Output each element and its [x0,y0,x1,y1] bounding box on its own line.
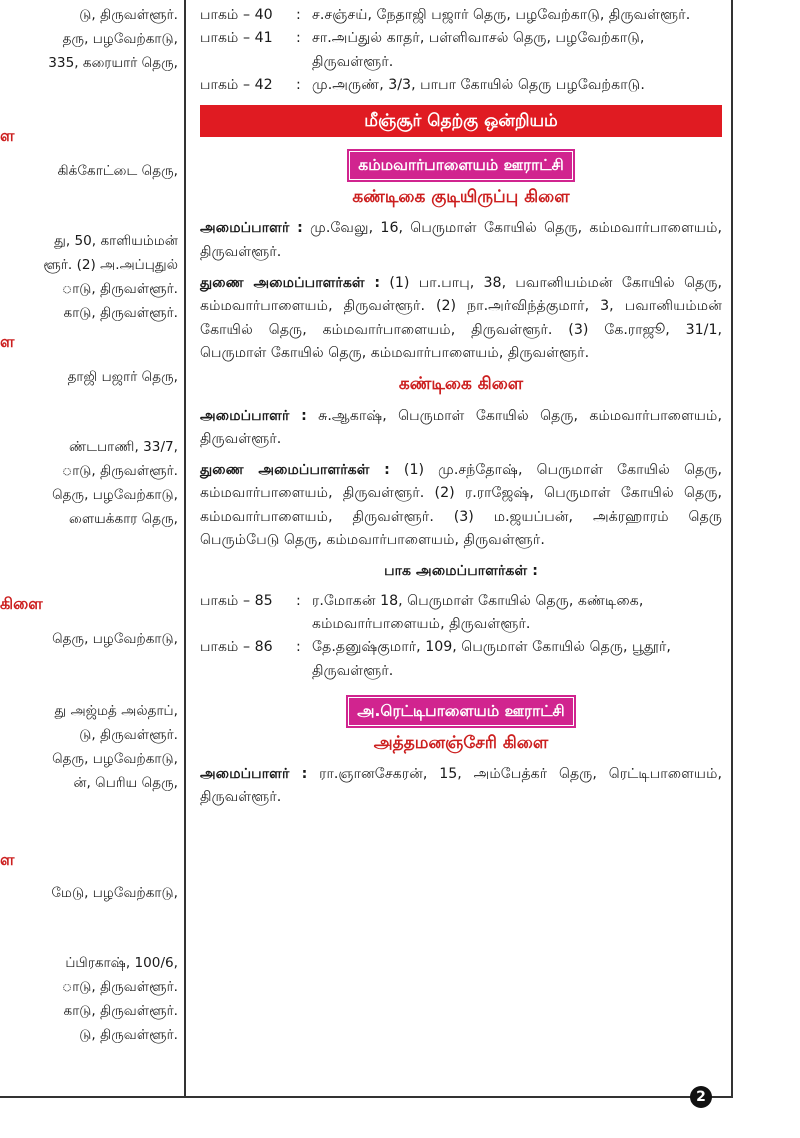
left-fragment-line: டு, திருவள்ளூர். [79,727,178,743]
left-fragment-line: ப்பிரகாஷ், 100/6, [65,955,178,971]
deputy-label: துணை அமைப்பாளர்கள் : [200,275,381,292]
left-fragment-line: ாடு, திருவள்ளூர். [61,281,178,297]
left-fragment-heading: ள [0,332,15,351]
bagam-label: பாகம் – 85 [200,592,273,609]
left-fragment-line: காடு, திருவள்ளூர். [63,305,178,321]
organizer-text: சு.ஆகாஷ், பெருமாள் கோயில் தெரு, கம்மவார்பாளையம், திருவள்ளூர். [200,407,722,447]
left-fragment-line: டு, திருவள்ளூர். [79,1027,178,1043]
deputy-paragraph [200,272,722,365]
left-fragment-heading: ள [0,126,15,145]
bagam-text: ச.சஞ்சய், நேதாஜி பஜார் தெரு, பழவேற்காடு, திருவள்ளூர். [312,7,691,23]
left-fragment-line: தெரு, பழவேற்காடு, [52,751,178,767]
left-fragment-line: கிக்கோட்டை தெரு, [57,163,178,179]
branch-title: அத்தமனஞ்சேரி கிளை [373,732,549,753]
bottom-border [0,1096,733,1098]
panchayat-badge: கம்மவார்பாளையம் ஊராட்சி [349,151,572,180]
left-fragment-line: ளூர். (2) அ.அப்புதுல் [43,257,178,273]
bagam-label: பாகம் – 41 [200,30,273,47]
bagam-entry: பாகம் – 40 : ச.சஞ்சய், நேதாஜி பஜார் தெரு, பழவேற்காடு, திருவள்ளூர். [200,4,722,27]
left-fragment-line: தரு, பழவேற்காடு, [62,31,178,47]
bagam-entry: பாகம் – 41 : சா.அப்துல் காதர், பள்ளிவாசல் தெரு, பழவேற்காடு, திருவள்ளூர். [200,27,722,74]
panchayat-badge: அ.ரெட்டிபாளையம் ஊராட்சி [348,697,573,726]
bagam-entry: பாகம் – 42 : மு.அருண், 3/3, பாபா கோயில் தெரு பழவேற்காடு. [200,74,722,97]
bagam-label: பாகம் – 86 [200,639,273,656]
deputy-label: துணை அமைப்பாளர்கள் : [200,462,390,479]
left-fragment-line: தாஜி பஜார் தெரு, [67,369,178,385]
left-fragment-line: ன், பெரிய தெரு, [73,775,178,791]
left-fragment-heading: கிளை [0,594,43,613]
deputy-text: (1) மு.சந்தோஷ், பெருமாள் கோயில் தெரு, கம்மவார்பாளையம், திருவள்ளூர். (2) ர.ராஜேஷ், பெருமாள் கோயில் தெரு, கம்மவார்பாளையம், திருவள்ளூர். (3) ம.ஜயப்பன், அக்ரஹாரம் தெரு பெரும்பேடு தெரு, கம்மவார்பாளையம், திருவள்ளூர். [200,462,723,549]
left-column-fragment [0,0,182,1096]
left-fragment-line: டு, திருவள்ளூர். [79,7,178,23]
bagam-text: ர.மோகன் 18, பெருமாள் கோயில் தெரு, கண்டிகை, கம்மவார்பாளையம், திருவள்ளூர். [312,592,644,632]
bagam-text: தே.தனுஷ்குமார், 109, பெருமாள் கோயில் தெரு, பூதூர், திருவள்ளூர். [312,639,671,679]
right-column [200,0,722,818]
bagam-label: பாகம் – 42 [200,76,273,93]
left-fragment-line: காடு, திருவள்ளூர். [63,1003,178,1019]
column-divider [184,0,186,1096]
left-fragment-line: மேடு, பழவேற்காடு, [51,885,178,901]
left-fragment-line: தெரு, பழவேற்காடு, [52,631,178,647]
left-fragment-line: ளையக்கார தெரு, [69,511,178,527]
left-fragment-line: ாடு, திருவள்ளூர். [61,979,178,995]
left-fragment-heading: ள [0,850,15,869]
bagam-entry: பாகம் – 86 : தே.தனுஷ்குமார், 109, பெருமாள் கோயில் தெரு, பூதூர், திருவள்ளூர். [200,636,722,683]
bagam-entry: பாகம் – 85 : ர.மோகன் 18, பெருமாள் கோயில் தெரு, கண்டிகை, கம்மவார்பாளையம், திருவள்ளூர். [200,590,722,637]
top-bagam-list [200,4,722,97]
branch-title: கண்டிகை கிளை [398,374,524,395]
organizer-label: அமைப்பாளர் : [200,220,303,237]
organizer-paragraph [200,217,722,264]
organizer-label: அமைப்பாளர் : [200,766,308,783]
left-fragment-line: து அஜ்மத் அல்தாப், [54,703,178,719]
left-fragment-line: 335, கரையார் தெரு, [48,55,178,71]
right-border [731,0,733,1096]
branch-title: கண்டிகை குடியிருப்பு கிளை [352,187,570,208]
organizer-label: அமைப்பாளர் : [200,407,307,424]
left-fragment-line: து, 50, காளியம்மன் [54,233,178,249]
page-number: 2 [690,1086,712,1108]
organizer-paragraph [200,763,722,810]
union-banner: மீஞ்சூர் தெற்கு ஒன்றியம் [200,105,722,137]
bagam-label: பாகம் – 40 [200,7,273,23]
deputy-paragraph [200,459,722,552]
left-fragment-line: தெரு, பழவேற்காடு, [52,487,178,503]
bagam-text: மு.அருண், 3/3, பாபா கோயில் தெரு பழவேற்காடு. [312,76,645,93]
organizer-text: ரா.ஞானசேகரன், 15, அம்பேத்கர் தெரு, ரெட்டிபாளையம், திருவள்ளூர். [200,766,723,806]
organizer-text: மு.வேலு, 16, பெருமாள் கோயில் தெரு, கம்மவார்பாளையம், திருவள்ளூர். [200,220,722,260]
organizer-paragraph [200,405,722,452]
bagam-text: சா.அப்துல் காதர், பள்ளிவாசல் தெரு, பழவேற்காடு, திருவள்ளூர். [312,30,645,70]
deputy-text: (1) பா.பாபு, 38, பவானியம்மன் கோயில் தெரு, கம்மவார்பாளையம், திருவள்ளூர். (2) நா.அர்விந்த்குமார், 3, பவானியம்மன் கோயில் தெரு, கம்மவார்பாளையம், திருவள்ளூர். (3) கே.ராஜூ, 31/1, பெருமாள் கோயில் தெரு, கம்மவார்பாளையம், திருவள்ளூர். [200,275,723,361]
left-fragment-line: ண்டபாணி, 33/7, [68,439,178,455]
left-fragment-line: ாடு, திருவள்ளூர். [61,463,178,479]
booth-organizers-heading: பாக அமைப்பாளர்கள் : [384,563,538,580]
